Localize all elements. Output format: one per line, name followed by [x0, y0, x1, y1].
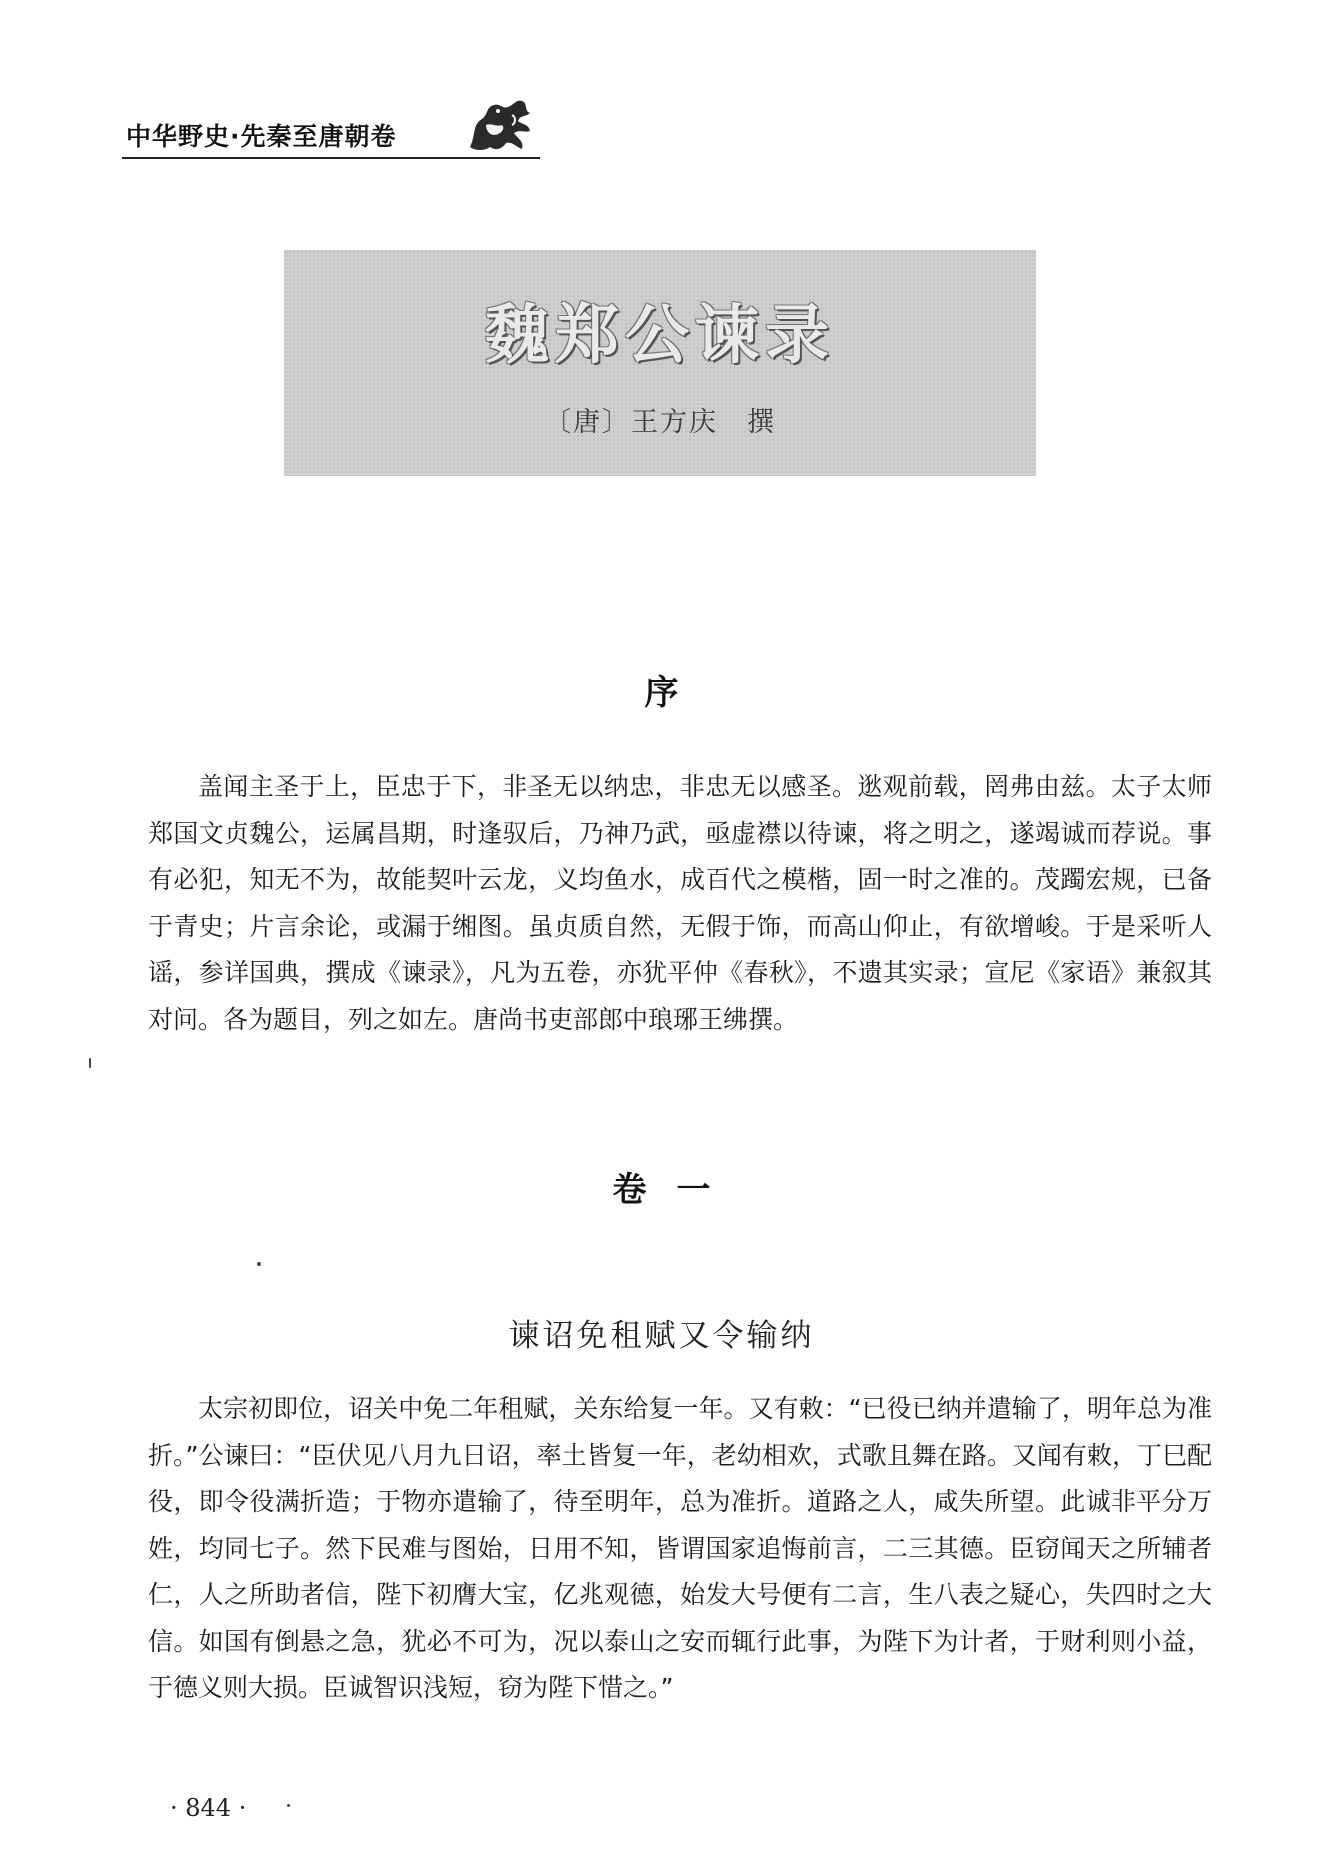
scan-speck	[287, 1804, 290, 1807]
article-heading: 谏诏免租赋又令输纳	[508, 1318, 815, 1354]
dragon-ornament-icon	[462, 95, 537, 155]
scan-speck	[89, 1058, 91, 1068]
scan-speck	[257, 1262, 261, 1266]
running-header	[122, 95, 542, 165]
article-text: 太宗初即位，诏关中免二年租赋，关东给复一年。又有敕：“已役已纳并遣输了，明年总为准折。”公谏曰：“臣伏见八月九日诏，率土皆复一年，老幼相欢，式歌且舞在路。又闻有敕，丁巳配役，即令役满折造；于物亦遣输了，待至明年，总为准折。道路之人，咸失所望。此诚非平分万姓，均同七子。然下民难与图始，日用不知，皆谓国家追悔前言，二三其德。臣窃闻天之所辅者仁，人之所助者信，陛下初膺大宝，亿兆观德，始发大号便有二言，生八表之疑心，失四时之大信。如国有倒悬之急，犹必不可为，况以泰山之安而辄行此事，为陛下为计者，于财利则小益，于德义则大损。臣诚智识浅短，窃为陛下惜之。”	[148, 1394, 1212, 1702]
volume-heading: 卷一	[612, 1170, 741, 1210]
book-title: 魏郑公谏录	[485, 298, 835, 373]
header-rule	[122, 157, 540, 159]
running-title: 中华野史·先秦至唐朝卷	[126, 122, 397, 151]
preface-heading: 序	[644, 673, 679, 713]
preface-text: 盖闻主圣于上，臣忠于下，非圣无以纳忠，非忠无以感圣。逖观前载，罔弗由兹。太子太师郑国文贞魏公，运属昌期，时逢驭后，乃神乃武，亟虚襟以待谏，将之明之，遂竭诚而荐说。事有必犯，知无不为，故能契叶云龙，义均鱼水，成百代之模楷，固一时之准的。茂躅宏规，已备于青史；片言余论，或漏于缃图。虽贞质自然，无假于饰，而高山仰止，有欲增峻。于是采听人谣，参详国典，撰成《谏录》，凡为五卷，亦犹平仲《春秋》，不遗其实录；宣尼《家语》兼叙其对问。各为题目，列之如左。唐尚书吏部郎中琅琊王绋撰。	[148, 772, 1212, 1034]
page-number: · 844 ·	[170, 1794, 247, 1822]
author-byline: 〔唐〕王方庆 撰	[544, 407, 776, 438]
title-block	[284, 250, 1036, 476]
